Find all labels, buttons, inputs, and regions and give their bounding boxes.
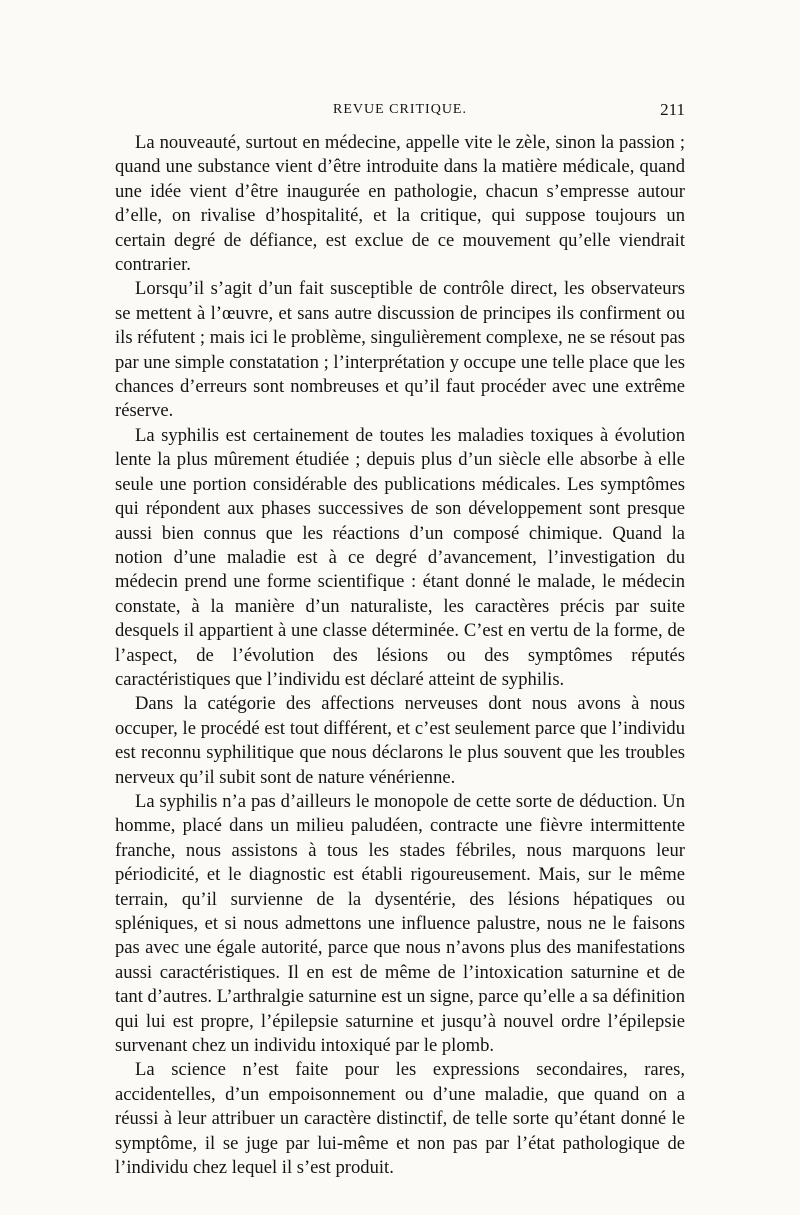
body-text	[115, 131, 685, 1180]
paragraph: La syphilis n’a pas d’ailleurs le monopole de cette sorte de déduction. Un homme, placé dans un milieu paludéen, contracte une fièvre intermittente franche, nous assistons à tous les stades fébriles, nous marquons leur périodicité, et le diagnostic est établi rigoureusement. Mais, sur le même terrain, qu’il survienne de la dysentérie, des lésions hépatiques ou spléniques, et si nous admettons une influence palustre, nous ne le faisons pas avec une égale autorité, parce que nous n’avons plus des manifestations aussi caractéristiques. Il en est de même de l’intoxication saturnine et de tant d’autres. L’arthralgie saturnine est un signe, parce qu’elle a sa définition qui lui est propre, l’épilepsie saturnine et jusqu’à nouvel ordre l’épilepsie survenant chez un individu intoxiqué par le plomb.	[115, 790, 685, 1057]
page-number: 211	[660, 100, 685, 119]
running-title: REVUE CRITIQUE.	[333, 102, 467, 117]
paragraph: La science n’est faite pour les expressions secondaires, rares, accidentelles, d’un empoisonnement ou d’une maladie, que quand on a réussi à leur attribuer un caractère distinctif, de telle sorte qu’étant donné le symptôme, il se juge par lui-même et non pas par l’état pathologique de l’individu chez lequel il s’est produit.	[115, 1059, 685, 1179]
paragraph: La syphilis est certainement de toutes les maladies toxiques à évolution lente la plus mûrement étudiée ; depuis plus d’un siècle elle absorbe à elle seule une portion considérable des publications médicales. Les symptômes qui répondent aux phases successives de son développement sont presque aussi bien connus que les réactions d’un composé chimique. Quand la notion d’une maladie est à ce degré d’avancement, l’investigation du médecin prend une forme scientifique : étant donné le malade, le médecin constate, à la manière d’un naturaliste, les caractères précis par suite desquels il appartient à une classe déterminée. C’est en vertu de la forme, de l’aspect, de l’évolution des lésions ou des symptômes réputés caractéristiques que l’individu est déclaré atteint de syphilis.	[115, 424, 685, 690]
paragraph: La nouveauté, surtout en médecine, appelle vite le zèle, sinon la passion ; quand une substance vient d’être introduite dans la matière médicale, quand une idée vient d’être inaugurée en pathologie, chacun s’empresse autour d’elle, on rivalise d’hospitalité, et la critique, qui suppose toujours un certain degré de défiance, est exclue de ce mouvement qu’elle viendrait contrarier.	[115, 132, 685, 276]
page-header	[115, 98, 685, 128]
paragraph: Dans la catégorie des affections nerveuses dont nous avons à nous occuper, le procédé est tout différent, et c’est seulement parce que l’individu est reconnu syphilitique que nous déclarons le plus souvent que les troubles nerveux qu’il subit sont de nature vénérienne.	[115, 693, 685, 788]
paragraph: Lorsqu’il s’agit d’un fait susceptible de contrôle direct, les observateurs se mettent à l’œuvre, et sans autre discussion de principes ils confirment ou ils réfutent ; mais ici le problème, singulièrement complexe, ne se résout pas par une simple constatation ; l’interprétation y occupe une telle place que les chances d’erreurs sont nombreuses et qu’il faut procéder avec une extrême réserve.	[115, 278, 685, 422]
